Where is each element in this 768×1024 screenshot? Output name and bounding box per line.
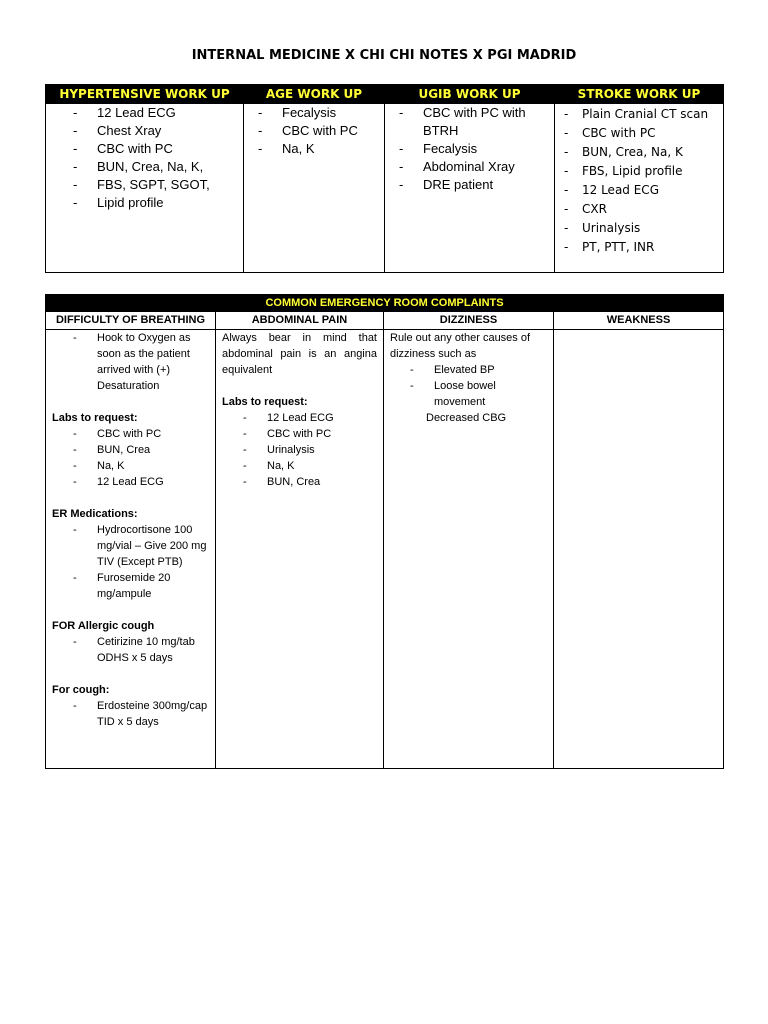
list-item: - 12 Lead ECG xyxy=(582,181,723,200)
breathing-labs-list xyxy=(52,426,215,490)
dizziness-note: Rule out any other causes of dizziness such as xyxy=(390,332,531,360)
list-item: - CBC with PC with BTRH xyxy=(423,104,548,140)
hypertensive-workup-list xyxy=(46,104,243,212)
dizziness-list xyxy=(390,362,549,410)
list-item: - Loose bowel movement xyxy=(434,378,549,410)
list-item: - 12 Lead ECG xyxy=(97,104,243,122)
list-item: - Na, K xyxy=(97,458,215,474)
list-item: - 12 Lead ECG xyxy=(267,410,377,426)
abdominal-labs-list xyxy=(222,410,377,490)
list-item: - Hydrocortisone 100 mg/vial – Give 200 mg TIV (Except PTB) xyxy=(97,522,215,570)
list-item: - Abdominal Xray xyxy=(423,158,548,176)
cough-label: For cough: xyxy=(52,684,110,696)
er-medications-list xyxy=(52,522,215,602)
er-body-row xyxy=(46,330,724,769)
list-item: - CBC with PC xyxy=(267,426,377,442)
list-item: - Lipid profile xyxy=(97,194,243,212)
list-item: - PT, PTT, INR xyxy=(582,238,723,257)
list-item: - BUN, Crea xyxy=(97,442,215,458)
age-workup-cell xyxy=(244,104,385,273)
ugib-workup-cell xyxy=(385,104,555,273)
allergic-cough-label: FOR Allergic cough xyxy=(52,620,155,632)
abdominal-pain-header: ABDOMINAL PAIN xyxy=(216,312,384,330)
list-item: - Cetirizine 10 mg/tab ODHS x 5 days xyxy=(97,634,215,666)
er-medications-label: ER Medications: xyxy=(52,508,138,520)
er-complaints-table xyxy=(45,294,724,769)
er-header-row xyxy=(46,312,724,330)
list-item: - Plain Cranial CT scan xyxy=(582,105,723,124)
list-item: - Hook to Oxygen as soon as the patient arrived with (+) Desaturation xyxy=(97,330,215,394)
breathing-intro-list xyxy=(52,330,215,394)
ugib-workup-list xyxy=(385,104,554,194)
hypertensive-workup-header: HYPERTENSIVE WORK UP xyxy=(46,85,244,104)
weakness-cell xyxy=(554,330,724,769)
list-item: - CXR xyxy=(582,200,723,219)
list-item: - DRE patient xyxy=(423,176,548,194)
list-item: - BUN, Crea, Na, K, xyxy=(97,158,243,176)
list-item: - Elevated BP xyxy=(434,362,549,378)
list-item: - Furosemide 20 mg/ampule xyxy=(97,570,215,602)
breathing-labs-label: Labs to request: xyxy=(52,412,138,424)
list-item: - Fecalysis xyxy=(282,104,384,122)
list-item: - Erdosteine 300mg/cap TID x 5 days xyxy=(97,698,215,730)
hypertensive-workup-cell xyxy=(46,104,244,273)
list-item: - CBC with PC xyxy=(282,122,384,140)
list-item: - FBS, Lipid profile xyxy=(582,162,723,181)
age-workup-list xyxy=(244,104,384,158)
list-item: - BUN, Crea xyxy=(267,474,377,490)
stroke-workup-cell xyxy=(555,104,724,273)
list-item: - FBS, SGPT, SGOT, xyxy=(97,176,243,194)
dizziness-header: DIZZINESS xyxy=(384,312,554,330)
er-banner: COMMON EMERGENCY ROOM COMPLAINTS xyxy=(46,295,724,312)
weakness-header: WEAKNESS xyxy=(554,312,724,330)
list-item: - CBC with PC xyxy=(97,140,243,158)
dizziness-cell xyxy=(384,330,554,769)
list-item: - Urinalysis xyxy=(582,219,723,238)
list-item: - Urinalysis xyxy=(267,442,377,458)
document-title: INTERNAL MEDICINE X CHI CHI NOTES X PGI MADRID xyxy=(191,48,577,63)
breathing-header: DIFFICULTY OF BREATHING xyxy=(46,312,216,330)
workup-body-row xyxy=(46,104,724,273)
list-item: - CBC with PC xyxy=(97,426,215,442)
breathing-cell xyxy=(46,330,216,769)
list-item: - 12 Lead ECG xyxy=(97,474,215,490)
abdominal-labs-label: Labs to request: xyxy=(222,396,308,408)
ugib-workup-header: UGIB WORK UP xyxy=(385,85,555,104)
dizziness-tail: Decreased CBG xyxy=(426,412,507,424)
list-item: - CBC with PC xyxy=(582,124,723,143)
workup-header-row xyxy=(46,85,724,104)
list-item: - Na, K xyxy=(267,458,377,474)
list-item: - Fecalysis xyxy=(423,140,548,158)
list-item: - Chest Xray xyxy=(97,122,243,140)
allergic-cough-list xyxy=(52,634,215,666)
age-workup-header: AGE WORK UP xyxy=(244,85,385,104)
cough-list xyxy=(52,698,215,730)
er-banner-row xyxy=(46,295,724,312)
workup-table xyxy=(45,84,724,273)
list-item: - Na, K xyxy=(282,140,384,158)
abdominal-pain-note: Always bear in mind that abdominal pain is an angina equivalent xyxy=(222,332,377,376)
stroke-workup-header: STROKE WORK UP xyxy=(555,85,724,104)
stroke-workup-list xyxy=(555,104,723,257)
list-item: - BUN, Crea, Na, K xyxy=(582,143,723,162)
abdominal-pain-cell xyxy=(216,330,384,769)
